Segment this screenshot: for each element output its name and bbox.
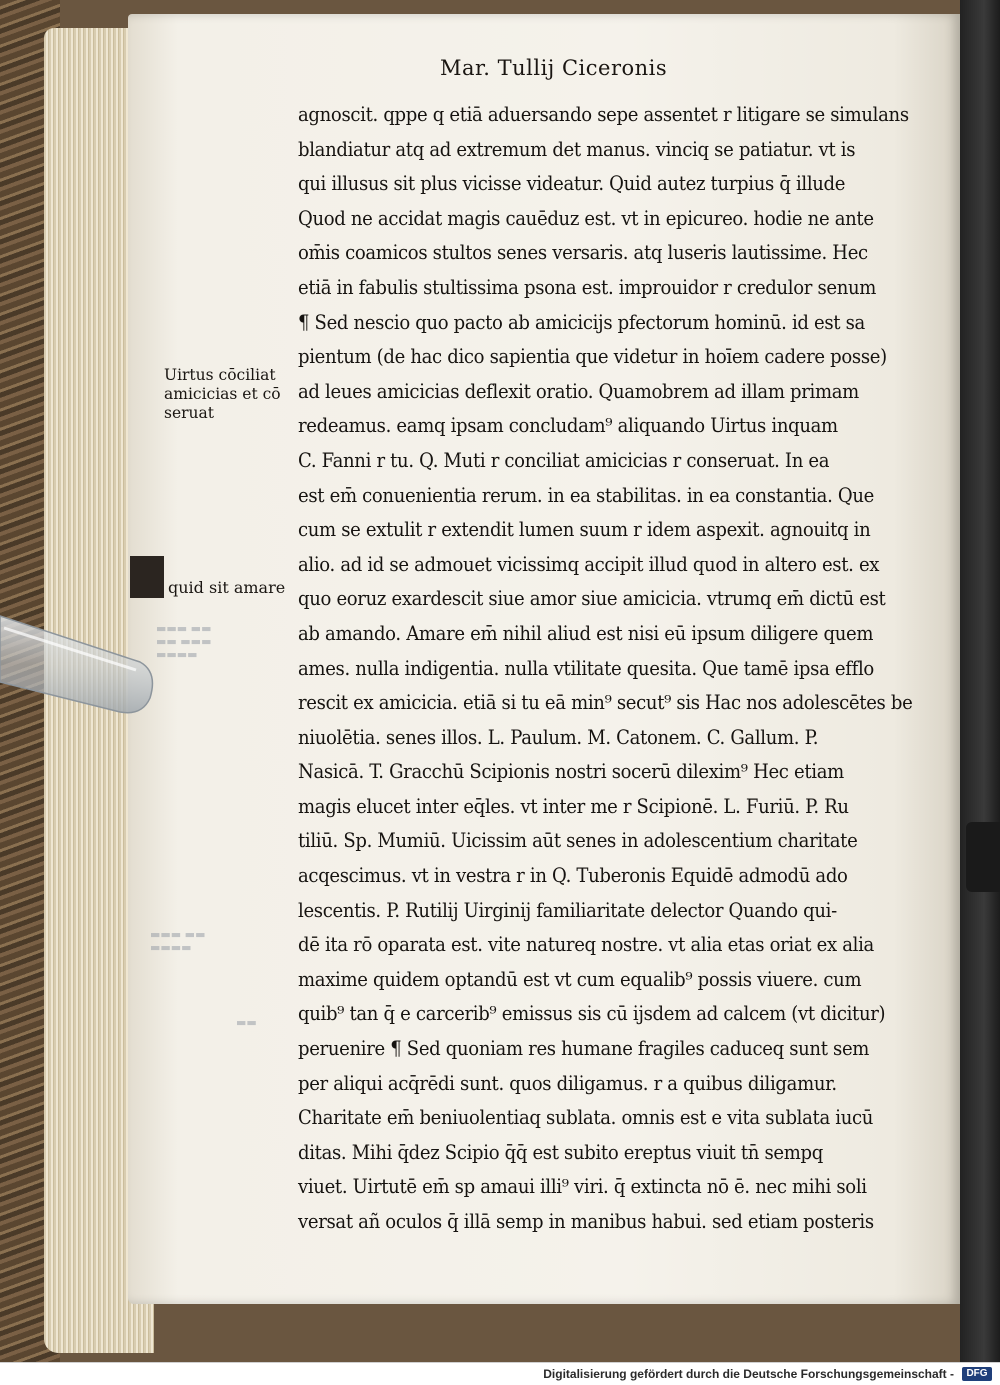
- text-line: lescentis. P. Rutilij Uirginij familiaritate delector Quando qui-: [298, 898, 837, 922]
- text-line: ad leues amicicias deflexit oratio. Quamobrem ad illam primam: [298, 379, 859, 403]
- footer-bar: [0, 1362, 1000, 1385]
- initial-letter-space: [130, 556, 164, 598]
- text-line: est em̄ conuenientia rerum. in ea stabilitas. in ea constantia. Que: [298, 483, 875, 507]
- text-line: versat añ oculos q̄ illā semp in manibus habui. sed etiam posteris: [298, 1210, 874, 1233]
- funding-credit: Digitalisierung gefördert durch die Deutsche Forschungsgemeinschaft -: [543, 1367, 954, 1381]
- book-cover-right: [960, 0, 1000, 1362]
- text-line: ames. nulla indigentia. nulla vtilitate quesita. Que tamē ipsa efflo: [298, 656, 874, 680]
- main-text-block: [298, 98, 913, 1240]
- text-line: maxime quidem optandū est vt cum equalib⁹ possis viuere. cum: [298, 967, 862, 991]
- text-line: alio. ad id se admouet vicissimq accipit illud quod in altero est. ex: [298, 552, 880, 576]
- text-line: quo eoruz exardescit siue amor siue amicicia. vtrumq em̄ dictū est: [298, 587, 886, 611]
- text-line: redeamus. eamq ipsam concludam⁹ aliquando Uirtus inquam: [298, 414, 838, 438]
- text-line: om̄is coamicos stultos senes versaris. atq luseris lautissime. Hec: [298, 241, 868, 265]
- text-line: ab amando. Amare em̄ nihil aliud est nisi eū ipsum diligere quem: [298, 621, 874, 645]
- margin-note: [164, 366, 294, 423]
- text-line: niuolētia. senes illos. L. Paulum. M. Catonem. C. Gallum. P.: [298, 725, 819, 749]
- text-line: Quod ne accidat magis cauēduz est. vt in epicureo. hodie ne ante: [298, 206, 874, 230]
- text-line: blandiatur atq ad extremum det manus. vinciq se patiatur. vt is: [298, 137, 856, 161]
- text-line: C. Fanni r tu. Q. Muti r conciliat amicicias r conseruat. In ea: [298, 448, 830, 472]
- text-line: dē ita rō oparata est. vite natureq nostre. vt alia etas oriat ex alia: [298, 933, 874, 957]
- text-line: cum se extulit r extendit lumen suum r idem aspexit. agnouitq in: [298, 518, 871, 542]
- text-line: rescit ex amicicia. etiā si tu eā min⁹ secut⁹ sis Hac nos adolescētes be: [298, 691, 913, 715]
- margin-note-line: seruat: [164, 404, 214, 422]
- text-line: pientum (de hac dico sapientia que videtur in hoīem cadere posse): [298, 345, 887, 369]
- text-line: tiliū. Sp. Mumiū. Uicissim aūt senes in adolescentium charitate: [298, 829, 858, 853]
- text-line: ¶ Sed nescio quo pacto ab amicicijs pfectorum hominū. id est sa: [298, 310, 865, 334]
- text-line: etiā in fabulis stultissima psona est. improuidor r credulor senum: [298, 275, 877, 299]
- initial-note: quid sit amare: [168, 578, 286, 597]
- margin-note-line: amicicias et cō: [164, 385, 281, 403]
- text-line: per aliqui acq̄rēdi sunt. quos diligamus. r a quibus diligamur.: [298, 1071, 837, 1095]
- show-through-text: ▬▬▬ ▬▬ ▬▬▬▬: [150, 928, 206, 954]
- margin-note-line: Uirtus cōciliat: [164, 366, 276, 384]
- text-line: peruenire ¶ Sed quoniam res humane fragiles caduceq sunt sem: [298, 1037, 870, 1061]
- text-line: viuet. Uirtutē em̄ sp amaui illi⁹ viri. q̄ extincta nō ē. nec mihi soli: [298, 1175, 867, 1199]
- text-line: Charitate em̄ beniuolentiaq sublata. omnis est e vita sublata iucū: [298, 1106, 874, 1130]
- show-through-text: ▬▬: [236, 1016, 257, 1029]
- text-line: agnoscit. qppe q etiā aduersando sepe assentet r litigare se simulans: [298, 103, 909, 126]
- text-line: quib⁹ tan q̄ e carcerib⁹ emissus sis cū ijsdem ad calcem (vt dicitur): [298, 1002, 886, 1026]
- text-line: acqescimus. vt in vestra r in Q. Tuberonis Equidē admodū ado: [298, 864, 848, 888]
- running-title: Mar. Tullij Ciceronis: [440, 56, 668, 80]
- show-through-text: ▬▬▬ ▬▬ ▬▬ ▬▬▬ ▬▬▬▬: [156, 622, 212, 661]
- text-line: Nasicā. T. Gracchū Scipionis nostri socerū dilexim⁹ Hec etiam: [298, 760, 844, 784]
- dfg-logo: DFG: [962, 1367, 992, 1381]
- text-line: ditas. Mihi q̄dez Scipio q̄q̄ est subito ereptus viuit tn̄ sempq: [298, 1140, 823, 1164]
- text-line: magis elucet inter eq̄les. vt inter me r Scipionē. L. Furiū. P. Ru: [298, 794, 849, 818]
- glass-pointer: [0, 612, 158, 720]
- bookmark-clip: [966, 822, 1000, 892]
- text-line: qui illusus sit plus vicisse videatur. Quid autez turpius q̄ illude: [298, 172, 846, 196]
